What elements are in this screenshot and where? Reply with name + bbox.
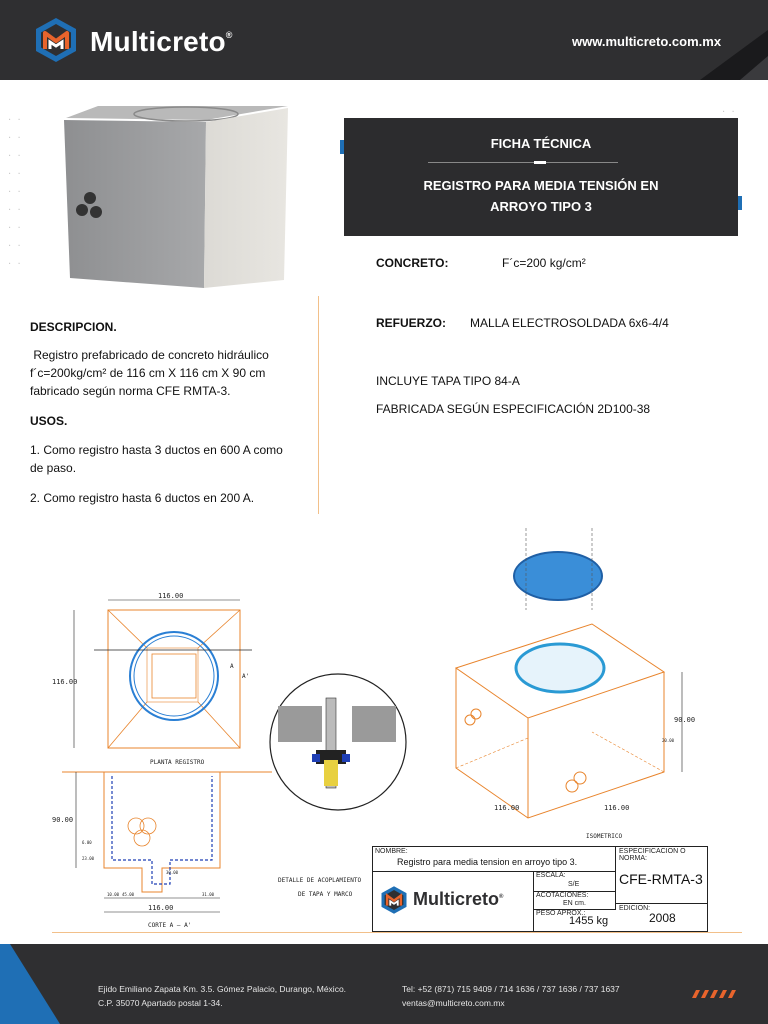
brand-name: Multicreto® [90, 26, 233, 57]
tb-multicreto-m-hexagon-icon [379, 885, 409, 915]
section-mark-a: A [230, 663, 234, 670]
refuerzo-label: REFUERZO: [376, 316, 446, 330]
refuerzo-value: MALLA ELECTROSOLDADA 6x6-4/4 [470, 316, 669, 330]
plan-caption: PLANTA REGISTRO [150, 759, 205, 766]
incluye-tapa: INCLUYE TAPA TIPO 84-A [376, 374, 520, 388]
detail-caption-1: DETALLE DE ACOPLAMIENTO [278, 877, 362, 884]
tb-peso-value: 1455 kg [569, 915, 609, 927]
descripcion-line1: Registro prefabricado de concreto hidráulico [30, 348, 269, 362]
panel-blue-mark-right [738, 196, 742, 210]
footer-address-line1: Ejido Emiliano Zapata Km. 3.5. Gómez Palacio, Durango, México. [98, 984, 347, 994]
uso1-line1: 1. Como registro hasta 3 ductos en 600 A como [30, 443, 283, 457]
descripcion-line3: fabricado según norma CFE RMTA-3. [30, 384, 231, 398]
footer-orange-stripes [690, 990, 736, 998]
descripcion-line2: f´c=200kg/cm² de 116 cm X 116 cm X 90 cm [30, 366, 266, 380]
iso-caption: ISOMETRICO [586, 833, 623, 840]
plan-dim-top: 116.00 [158, 592, 184, 600]
footer-email[interactable]: ventas@multicreto.com.mx [402, 998, 505, 1008]
tb-edicion-value: 2008 [649, 911, 676, 925]
product-photo-concrete-box [58, 100, 290, 296]
tb-nombre-label: NOMBRE: [375, 848, 408, 855]
drawing-bottom-divider [52, 932, 742, 933]
decorative-dots-left: · · · · · · · · · · · · · · · · · · [8, 115, 21, 270]
small-dim-2: 45.00 [122, 892, 135, 897]
section-view [52, 772, 272, 929]
tb-acot-label: ACOTACIONES: [536, 892, 589, 899]
tb-escala-label: ESCALA: [536, 872, 566, 879]
tb-edicion-label: EDICION: [619, 905, 651, 912]
decorative-dots-right: · · [722, 107, 735, 118]
tb-spec-label: ESPECIFICACION O NORMA: [619, 848, 686, 862]
tb-nombre-value: Registro para media tension en arroyo tipo 3. [397, 857, 578, 867]
small-dim-4: 10.00 [107, 892, 120, 897]
tb-spec-value: CFE-RMTA-3 [619, 871, 703, 887]
drawing-title-block [372, 846, 708, 932]
section-caption: CORTE A – A' [148, 922, 192, 929]
tb-peso-label: PESO APROX.: [536, 910, 586, 917]
product-title-line2: ARROYO TIPO 3 [490, 199, 592, 214]
footer-address-line2: C.P. 35070 Apartado postal 1-34. [98, 998, 223, 1008]
iso-dim-right: 116.00 [604, 804, 630, 812]
tb-acot-value: EN cm. [563, 900, 586, 907]
small-dim-5: 31.00 [202, 892, 215, 897]
uso1-line2: de paso. [30, 461, 77, 475]
iso-dim-left: 116.00 [494, 804, 520, 812]
small-dim-0: 6.00 [82, 840, 92, 845]
section-mark-a2: A' [242, 673, 250, 680]
detail-caption-2: DE TAPA Y MARCO [298, 891, 353, 898]
fabricada-spec: FABRICADA SEGÚN ESPECIFICACIÓN 2D100-38 [376, 402, 651, 416]
small-dim-1: 23.00 [82, 856, 95, 861]
concreto-label: CONCRETO: [376, 256, 449, 270]
usos-heading: USOS. [30, 414, 68, 428]
tb-escala-value: S/E [568, 881, 580, 888]
uso2: 2. Como registro hasta 6 ductos en 200 A. [30, 491, 255, 505]
description-divider [318, 296, 319, 514]
product-title-line1: REGISTRO PARA MEDIA TENSIÓN EN [423, 178, 659, 193]
multicreto-m-hexagon-icon [32, 16, 80, 64]
iso-dim-height: 90.00 [674, 716, 696, 724]
footer-blue-accent [0, 944, 70, 1024]
section-dim-width: 116.00 [148, 904, 174, 912]
plan-view [52, 592, 252, 766]
tb-brand: Multicreto® [413, 889, 504, 909]
small-dim-6: 20.00 [662, 738, 675, 743]
section-dim-height: 90.00 [52, 816, 74, 824]
plan-dim-side: 116.00 [52, 678, 78, 686]
concreto-value: F´c=200 kg/cm² [502, 256, 586, 270]
small-dim-3: 30.00 [166, 870, 179, 875]
isometric-view [456, 528, 695, 840]
panel-divider-dash [534, 161, 546, 164]
website-link[interactable]: www.multicreto.com.mx [572, 34, 722, 49]
descripcion-heading: DESCRIPCION. [30, 320, 117, 334]
footer-phone[interactable]: Tel: +52 (871) 715 9409 / 714 1636 / 737 1636 / 737 1637 [402, 984, 620, 994]
ficha-tecnica-heading: FICHA TÉCNICA [490, 136, 592, 151]
panel-divider [428, 162, 618, 163]
